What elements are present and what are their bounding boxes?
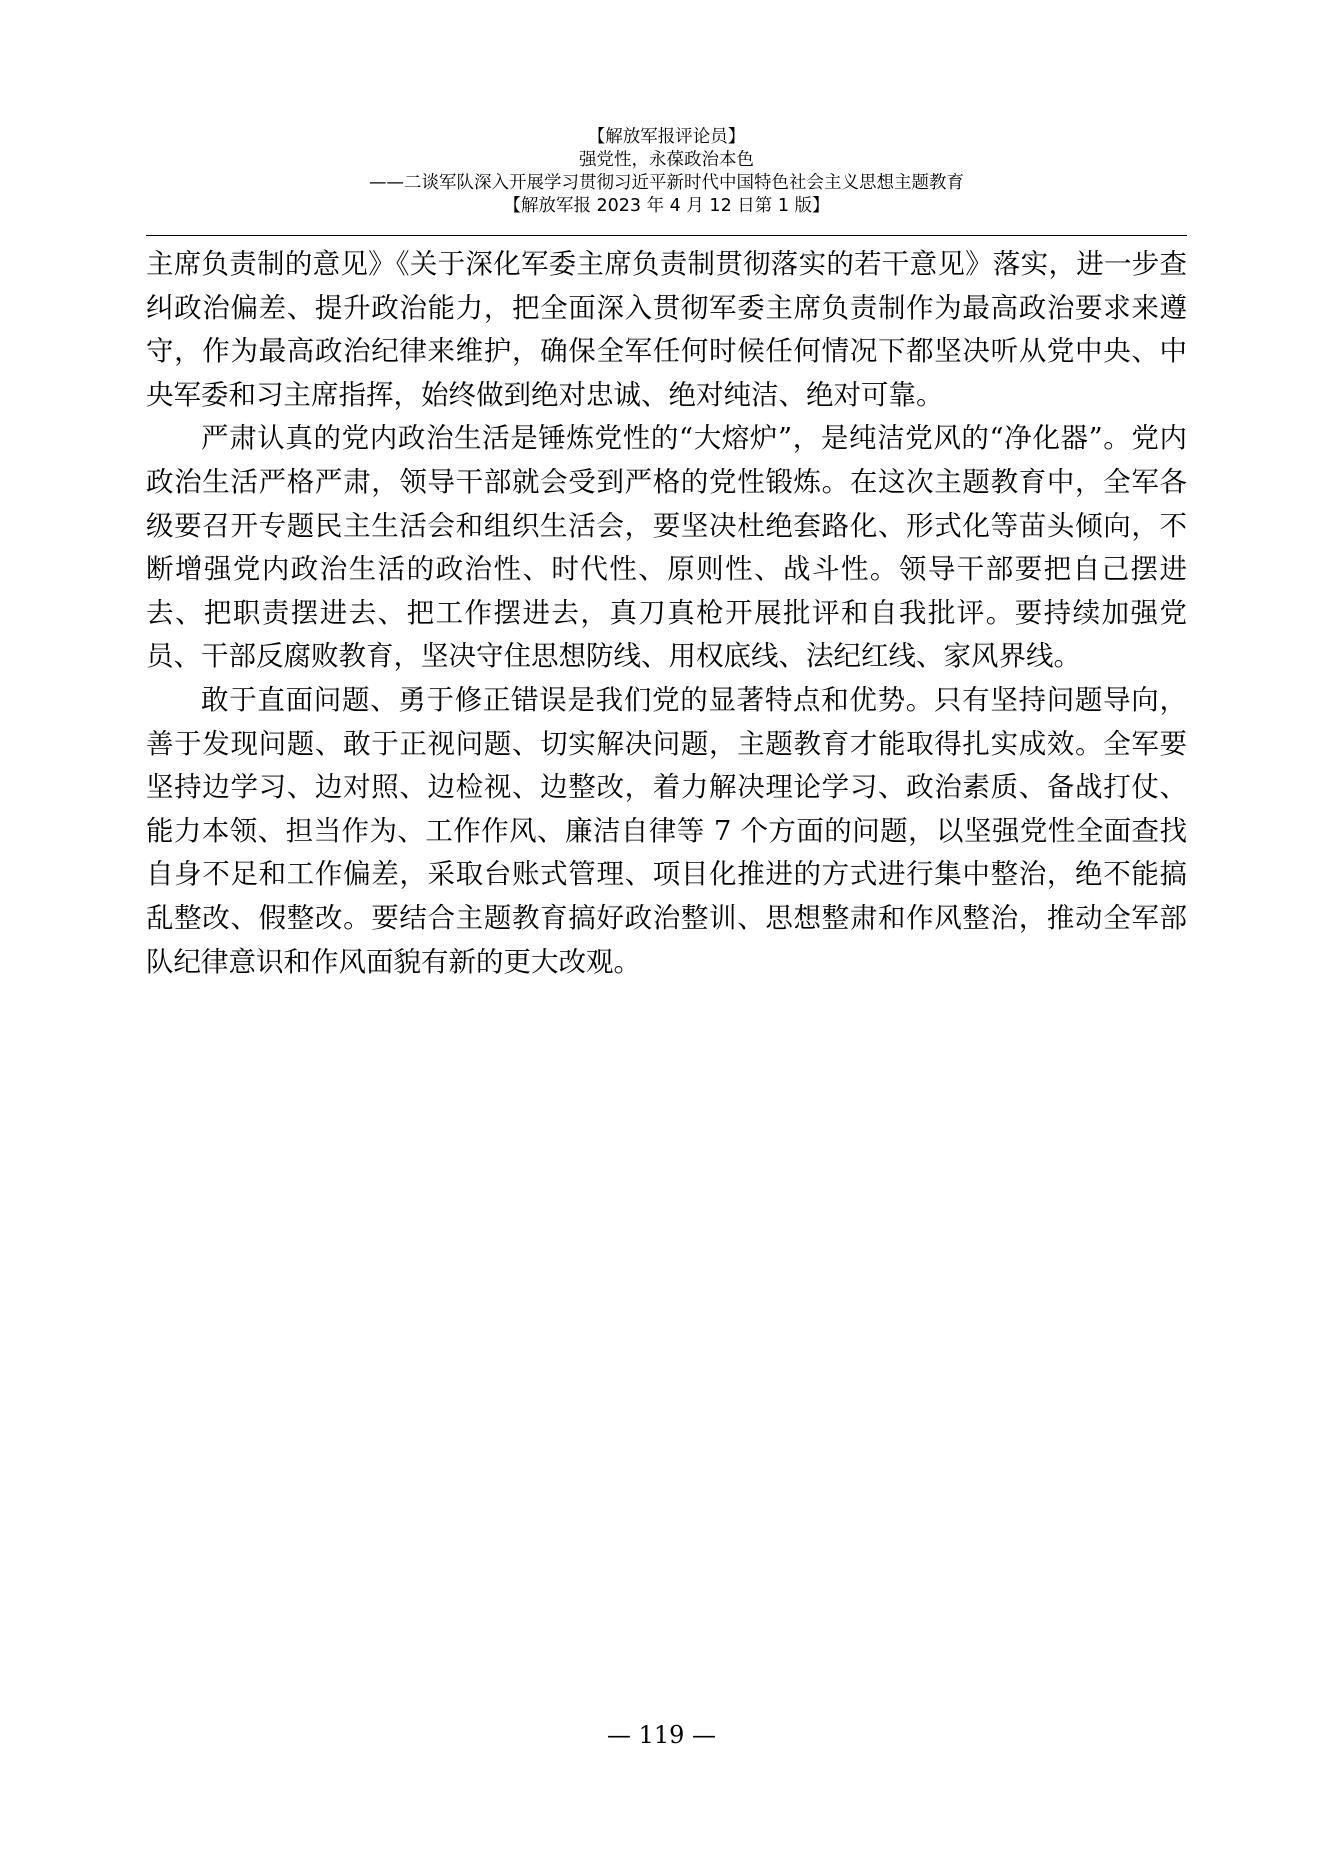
header-title: 强党性，永葆政治本色 — [579, 150, 754, 170]
page-number: — 119 — — [606, 1721, 717, 1749]
article-body — [146, 243, 1187, 984]
header-source: 【解放军报 2023 年 4 月 12 日第 1 版】 — [503, 196, 830, 216]
article-paragraph: 主席负责制的意见》《关于深化军委主席负责制贯彻落实的若干意见》落实，进一步查纠政治偏差、提升政治能力，把全面深入贯彻军委主席负责制作为最高政治要求来遵守，作为最高政治纪律来维护，确保全军任何时候任何情况下都坚决听从党中央、中央军委和习主席指挥，始终做到绝对忠诚、绝对纯洁、绝对可靠。 — [146, 248, 1187, 411]
header-column-name: 【解放军报评论员】 — [587, 127, 746, 147]
header-divider — [146, 235, 1187, 236]
header-subtitle: ——二谈军队深入开展学习贯彻习近平新时代中国特色社会主义思想主题教育 — [369, 173, 964, 193]
article-paragraph: 敢于直面问题、勇于修正错误是我们党的显著特点和优势。只有坚持问题导向，善于发现问题、敢于正视问题、切实解决问题，主题教育才能取得扎实成效。全军要坚持边学习、边对照、边检视、边整改，着力解决理论学习、政治素质、备战打仗、能力本领、担当作为、工作作风、廉洁自律等 7 个方面的问题，以坚强党性全面查找自身不足和工作偏差，采取台账式管理、项目化推进的方式进行集中整治，绝不能搞乱整改、假整改。要结合主题教育搞好政治整训、思想整肃和作风整治，推动全军部队纪律意识和作风面貌有新的更大改观。 — [146, 683, 1187, 978]
page-header — [146, 126, 1187, 218]
article-paragraph: 严肃认真的党内政治生活是锤炼党性的“大熔炉”，是纯洁党风的“净化器”。党内政治生活严格严肃，领导干部就会受到严格的党性锻炼。在这次主题教育中，全军各级要召开专题民主生活会和组织生活会，要坚决杜绝套路化、形式化等苗头倾向，不断增强党内政治生活的政治性、时代性、原则性、战斗性。领导干部要把自己摆进去、把职责摆进去、把工作摆进去，真刀真枪开展批评和自我批评。要持续加强党员、干部反腐败教育，坚决守住思想防线、用权底线、法纪红线、家风界线。 — [146, 422, 1187, 673]
